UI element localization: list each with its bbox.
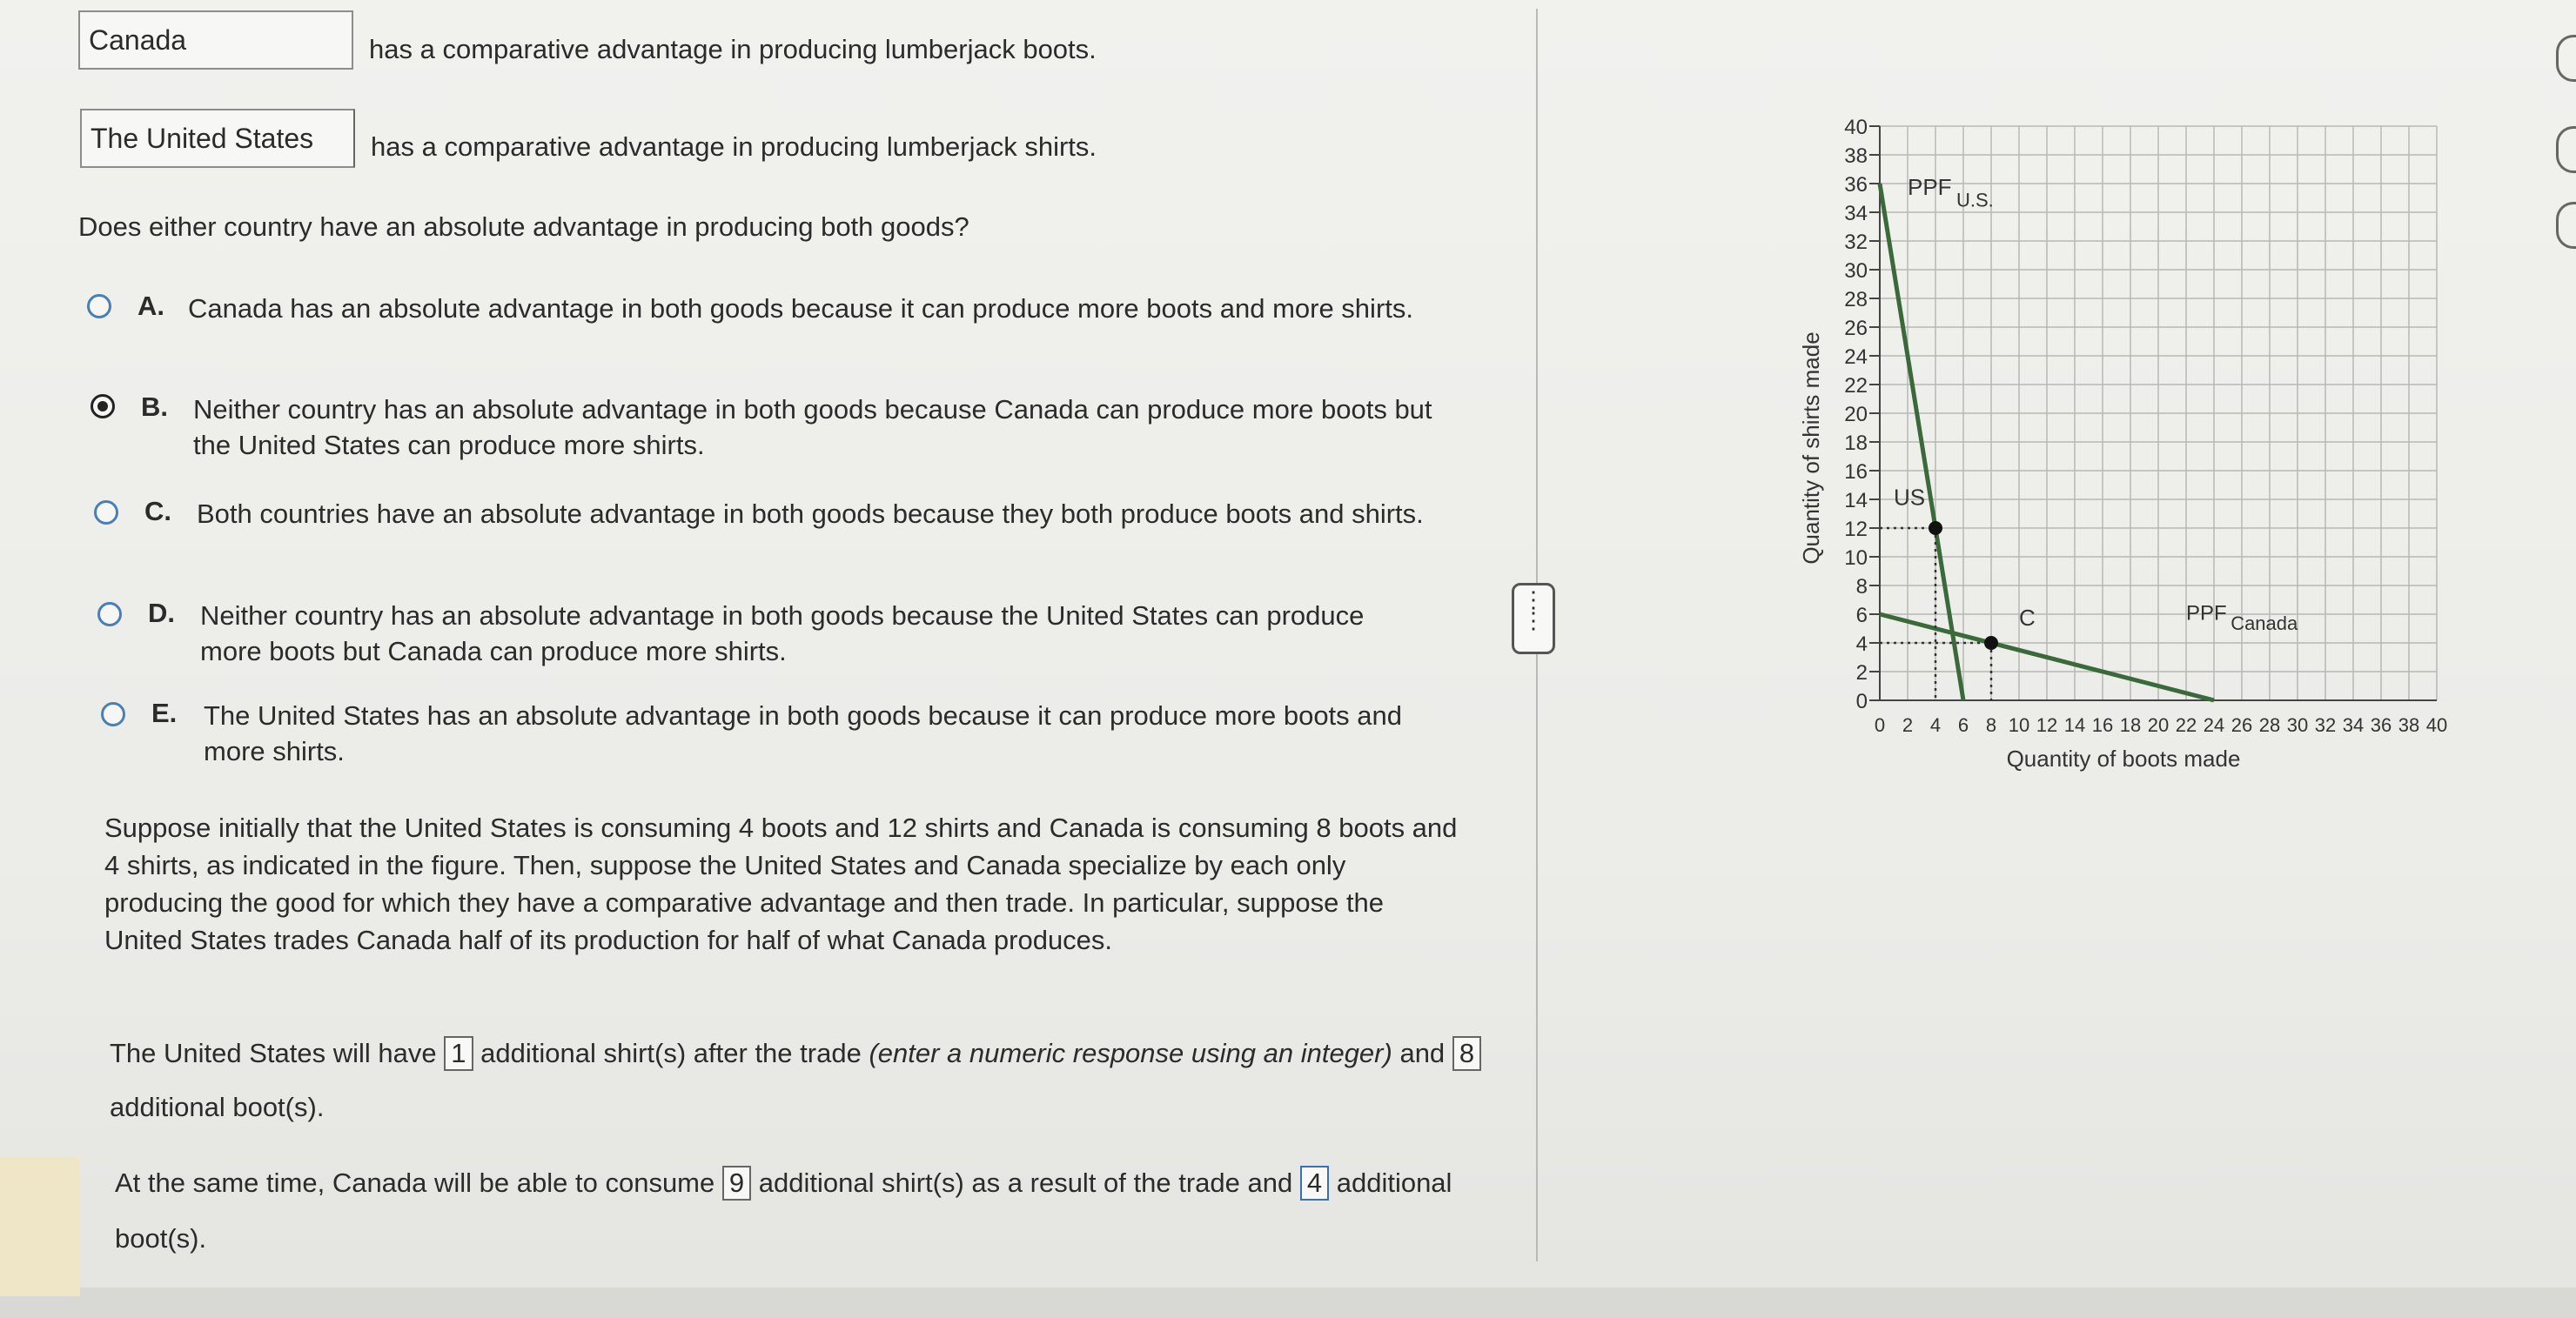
x-tick-label: 4 <box>1929 714 1942 736</box>
us-boots-input[interactable]: 8 <box>1452 1036 1481 1071</box>
y-tick-label: 4 <box>1855 632 1868 656</box>
x-axis-title: Quantity of boots made <box>2006 746 2241 772</box>
ppf-us-sublabel: U.S. <box>1956 189 1994 211</box>
x-tick-label: 0 <box>1874 714 1886 736</box>
x-tick-label: 22 <box>2175 714 2197 736</box>
canada-answer-mid: additional shirt(s) as a result of the trade and <box>758 1167 1293 1198</box>
statement-shirts-text: has a comparative advantage in producing lumberjack shirts. <box>371 131 1097 162</box>
y-tick-label: 6 <box>1855 604 1868 627</box>
comparative-advantage-boots-dropdown[interactable] <box>78 10 353 70</box>
x-tick-label: 26 <box>2231 714 2253 736</box>
x-tick-label: 30 <box>2286 714 2309 736</box>
us-answer-and: and <box>1399 1038 1446 1068</box>
dropdown-separator <box>353 110 355 167</box>
y-tick-label: 40 <box>1844 116 1868 139</box>
y-tick-label: 8 <box>1855 575 1868 599</box>
option-text: Neither country has an absolute advantage in both goods because the United States can produce more boots but Canada can produce more shirts. <box>200 600 1365 666</box>
canada-shirts-input[interactable]: 9 <box>722 1166 751 1201</box>
x-tick-label: 12 <box>2036 714 2058 736</box>
option-letter: C. <box>144 496 171 526</box>
edge-control-1[interactable] <box>2556 35 2576 82</box>
y-tick-label: 38 <box>1844 144 1868 168</box>
edge-control-3[interactable] <box>2556 202 2576 249</box>
option-letter: A. <box>138 291 164 321</box>
x-tick-label: 16 <box>2091 714 2114 736</box>
option-text: Neither country has an absolute advantage in both goods because Canada can produce more boots but the United States can produce more shirts. <box>193 394 1432 460</box>
x-tick-label: 40 <box>2425 714 2448 736</box>
consumption-point-label: C <box>2019 605 2036 632</box>
x-tick-label: 6 <box>1957 714 1969 736</box>
x-tick-label: 18 <box>2119 714 2142 736</box>
more-options-icon: ⋮ ⋮ <box>1522 586 1545 633</box>
us-answer-hint: (enter a numeric response using an integer) <box>869 1038 1392 1068</box>
edge-control-2[interactable] <box>2556 126 2576 173</box>
ppf-us-label: PPF <box>1908 174 1952 201</box>
radio-option-c[interactable] <box>94 500 118 525</box>
option-letter: E. <box>151 698 178 728</box>
scenario-text: Suppose initially that the United States is consuming 4 boots and 12 shirts and Canada is consuming 8 boots and 4 shirts, as indicated in the figure. Then, suppose the United States and Canada specialize by each only producing the good for which they have a comparative advantage and then trade. In particular, suppose the United States trades Canada half of its production for half of what Canada produces. <box>104 813 1458 955</box>
ppf-canada-sublabel: Canada <box>2231 612 2298 635</box>
y-tick-label: 10 <box>1844 546 1868 570</box>
y-tick-label: 26 <box>1844 317 1868 340</box>
x-tick-label: 8 <box>1985 714 1997 736</box>
y-axis-title: Quantity of shirts made <box>1798 331 1824 565</box>
x-tick-label: 32 <box>2314 714 2337 736</box>
y-tick-label: 36 <box>1844 173 1868 197</box>
comparative-advantage-shirts-dropdown[interactable] <box>80 109 355 168</box>
bottom-edge <box>0 1288 2576 1318</box>
dropdown-value: The United States <box>91 123 314 154</box>
option-text: Both countries have an absolute advantage in both goods because they both produce boots and shirts. <box>197 498 1424 529</box>
y-tick-label: 14 <box>1844 489 1868 512</box>
x-tick-label: 2 <box>1902 714 1914 736</box>
us-shirts-input[interactable]: 1 <box>444 1036 473 1071</box>
radio-option-e[interactable] <box>101 702 125 726</box>
y-tick-label: 34 <box>1844 202 1868 225</box>
x-tick-label: 28 <box>2258 714 2281 736</box>
x-tick-label: 14 <box>2063 714 2086 736</box>
y-tick-label: 22 <box>1844 374 1868 398</box>
x-tick-label: 36 <box>2370 714 2392 736</box>
x-tick-label: 24 <box>2203 714 2225 736</box>
option-letter: D. <box>148 598 175 628</box>
us-answer-sentence <box>110 1027 1485 1134</box>
y-tick-label: 30 <box>1844 259 1868 283</box>
y-tick-label: 32 <box>1844 231 1868 254</box>
us-answer-suffix: additional boot(s). <box>110 1092 325 1122</box>
y-tick-label: 18 <box>1844 432 1868 455</box>
statement-boots-text: has a comparative advantage in producing lumberjack boots. <box>369 34 1097 64</box>
y-tick-label: 20 <box>1844 403 1868 426</box>
question-text: Does either country have an absolute advantage in producing both goods? <box>78 211 969 242</box>
radio-option-a[interactable] <box>87 294 111 318</box>
canada-answer-sentence <box>115 1155 1472 1267</box>
x-tick-label: 20 <box>2147 714 2170 736</box>
x-tick-label: 38 <box>2398 714 2420 736</box>
y-tick-label: 0 <box>1855 690 1868 713</box>
radio-option-b[interactable] <box>91 394 115 418</box>
consumption-point <box>1929 521 1942 535</box>
left-edge-highlight <box>0 1157 80 1296</box>
dropdown-value: Canada <box>89 24 187 56</box>
us-answer-mid: additional shirt(s) after the trade <box>480 1038 862 1068</box>
x-tick-label: 34 <box>2342 714 2365 736</box>
option-text: Canada has an absolute advantage in both goods because it can produce more boots and more shirts. <box>188 293 1413 324</box>
canada-answer-prefix: At the same time, Canada will be able to consume <box>115 1167 715 1198</box>
pane-resize-handle[interactable] <box>1512 583 1555 654</box>
radio-option-d[interactable] <box>97 602 122 626</box>
option-text: The United States has an absolute advantage in both goods because it can produce more boots and more shirts. <box>204 700 1403 766</box>
us-answer-prefix: The United States will have <box>110 1038 437 1068</box>
ppf-canada-label: PPF <box>2186 601 2227 626</box>
y-tick-label: 16 <box>1844 460 1868 484</box>
canada-answer-suffix: additional boot(s). <box>115 1167 1452 1254</box>
y-tick-label: 28 <box>1844 288 1868 311</box>
y-tick-label: 24 <box>1844 345 1868 369</box>
option-letter: B. <box>141 391 168 422</box>
consumption-point <box>1984 636 1998 650</box>
x-tick-label: 10 <box>2008 714 2030 736</box>
y-tick-label: 2 <box>1855 661 1868 685</box>
canada-boots-input[interactable]: 4 <box>1300 1166 1329 1201</box>
ppf-chart <box>1793 52 2541 800</box>
y-tick-label: 12 <box>1844 518 1868 541</box>
consumption-point-label: US <box>1894 484 1926 511</box>
